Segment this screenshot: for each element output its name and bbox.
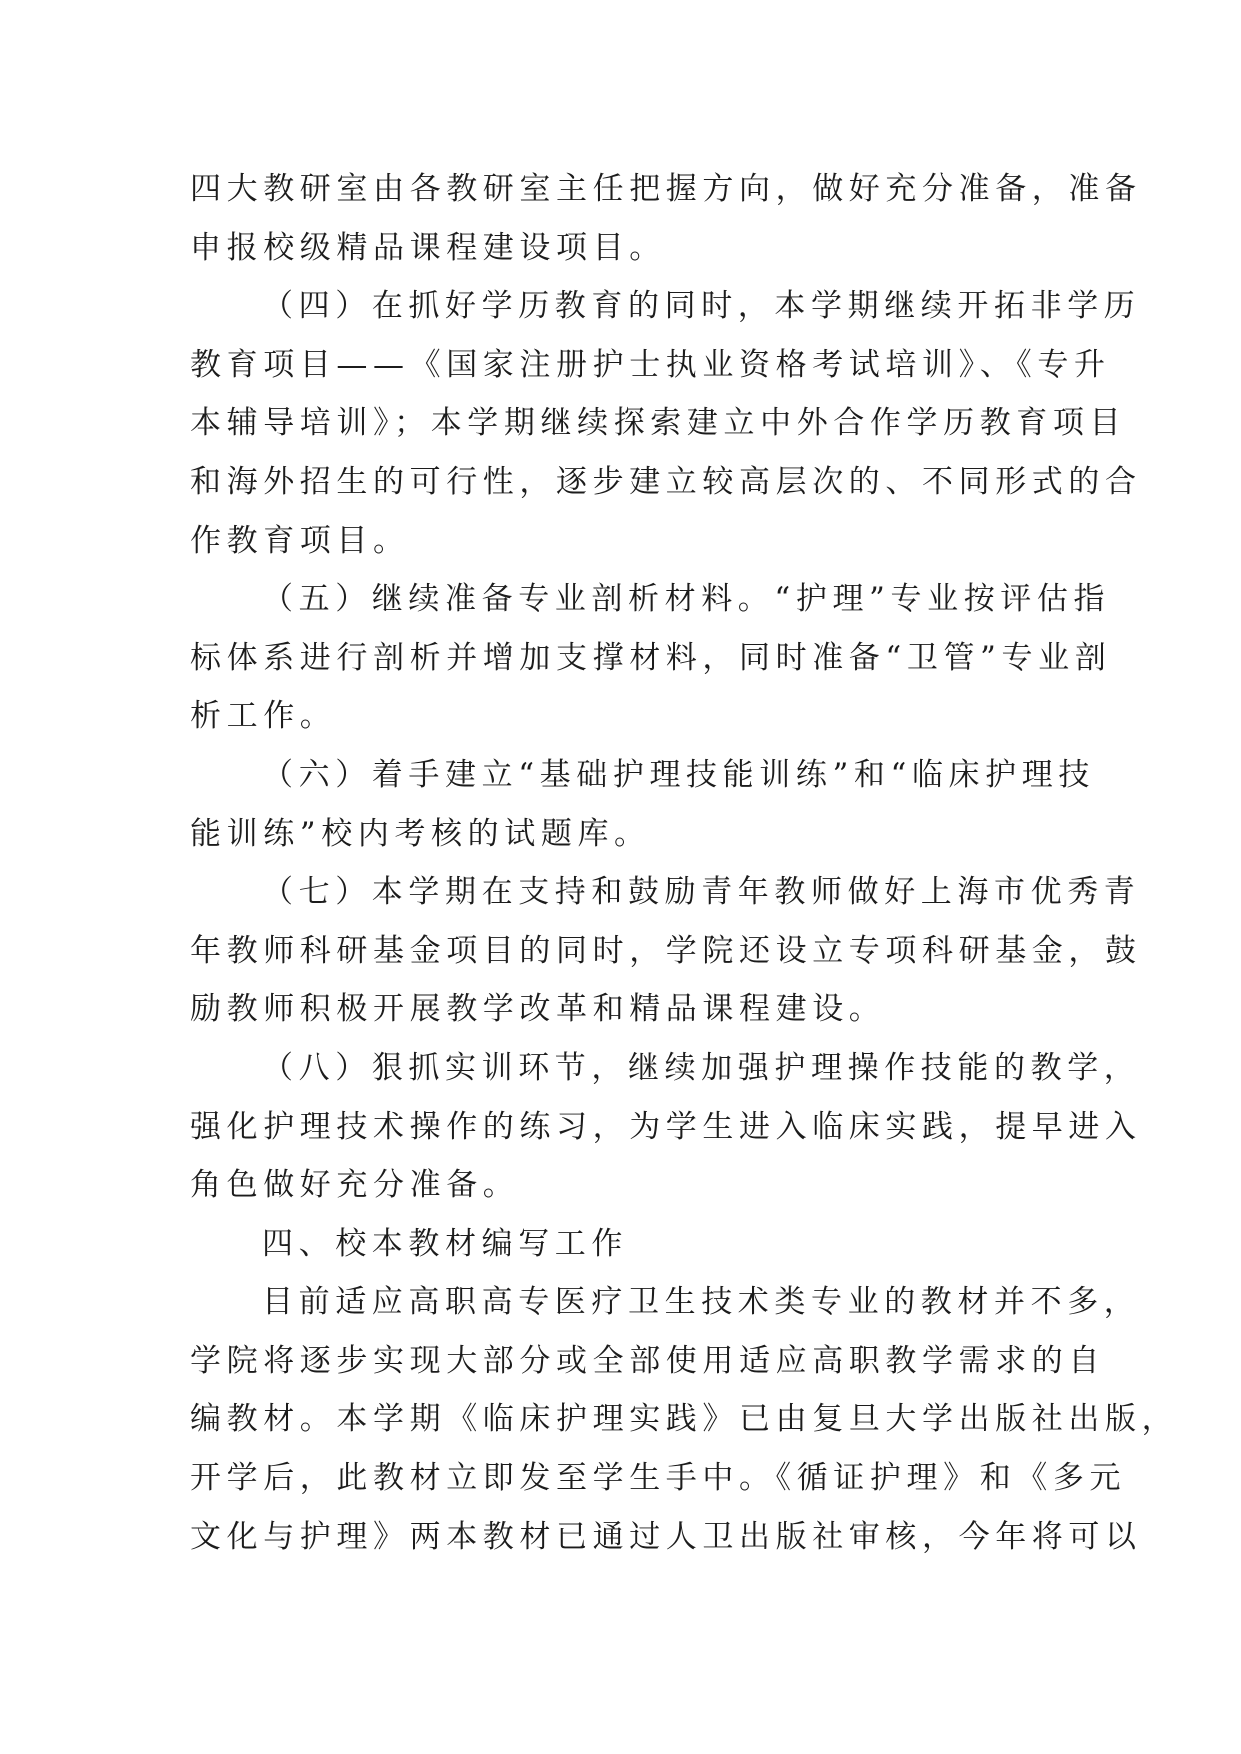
text-line: 本辅导培训》；本学期继续探索建立中外合作学历教育项目 xyxy=(190,405,1127,442)
text-line: 教育项目——《国家注册护士执业资格考试培训》、《专升 xyxy=(190,346,1111,383)
text-line: 编教材。本学期《临床护理实践》已由复旦大学出版社出版， xyxy=(190,1401,1179,1438)
text-line: 励教师积极开展教学改革和精品课程建设。 xyxy=(190,991,886,1028)
text-line: （四）在抓好学历教育的同时，本学期继续开拓非学历 xyxy=(262,288,1141,325)
text-line: 文化与护理》两本教材已通过人卫出版社审核，今年将可以 xyxy=(190,1518,1142,1555)
body-text xyxy=(190,160,1179,1566)
text-line: （七）本学期在支持和鼓励青年教师做好上海市优秀青 xyxy=(262,874,1141,911)
text-line: 四大教研室由各教研室主任把握方向，做好充分准备，准备 xyxy=(190,171,1142,207)
text-line: 能训练”校内考核的试题库。 xyxy=(190,815,651,852)
text-line: （六）着手建立“基础护理技能训练”和“临床护理技 xyxy=(262,756,1095,793)
text-line: 角色做好充分准备。 xyxy=(190,1167,520,1204)
text-line: 目前适应高职高专医疗卫生技术类专业的教材并不多， xyxy=(262,1284,1141,1321)
text-line: 析工作。 xyxy=(190,698,337,735)
text-line: 强化护理技术操作的练习，为学生进入临床实践，提早进入 xyxy=(190,1108,1142,1145)
text-line: 申报校级精品课程建设项目。 xyxy=(190,229,666,266)
text-line: 开学后，此教材立即发至学生手中。《循证护理》和《多元 xyxy=(190,1460,1127,1497)
section-heading: 四、校本教材编写工作 xyxy=(262,1225,628,1262)
text-line: （八）狠抓实训环节，继续加强护理操作技能的教学， xyxy=(262,1049,1141,1086)
text-line: 和海外招生的可行性，逐步建立较高层次的、不同形式的合 xyxy=(190,463,1142,500)
text-line: （五）继续准备专业剖析材料。“护理”专业按评估指 xyxy=(262,581,1111,618)
text-line: 标体系进行剖析并增加支撑材料，同时准备“卫管”专业剖 xyxy=(190,639,1112,676)
text-line: 学院将逐步实现大部分或全部使用适应高职教学需求的自 xyxy=(190,1342,1105,1379)
text-line: 作教育项目。 xyxy=(190,522,410,559)
text-line: 年教师科研基金项目的同时，学院还设立专项科研基金，鼓 xyxy=(190,932,1142,969)
